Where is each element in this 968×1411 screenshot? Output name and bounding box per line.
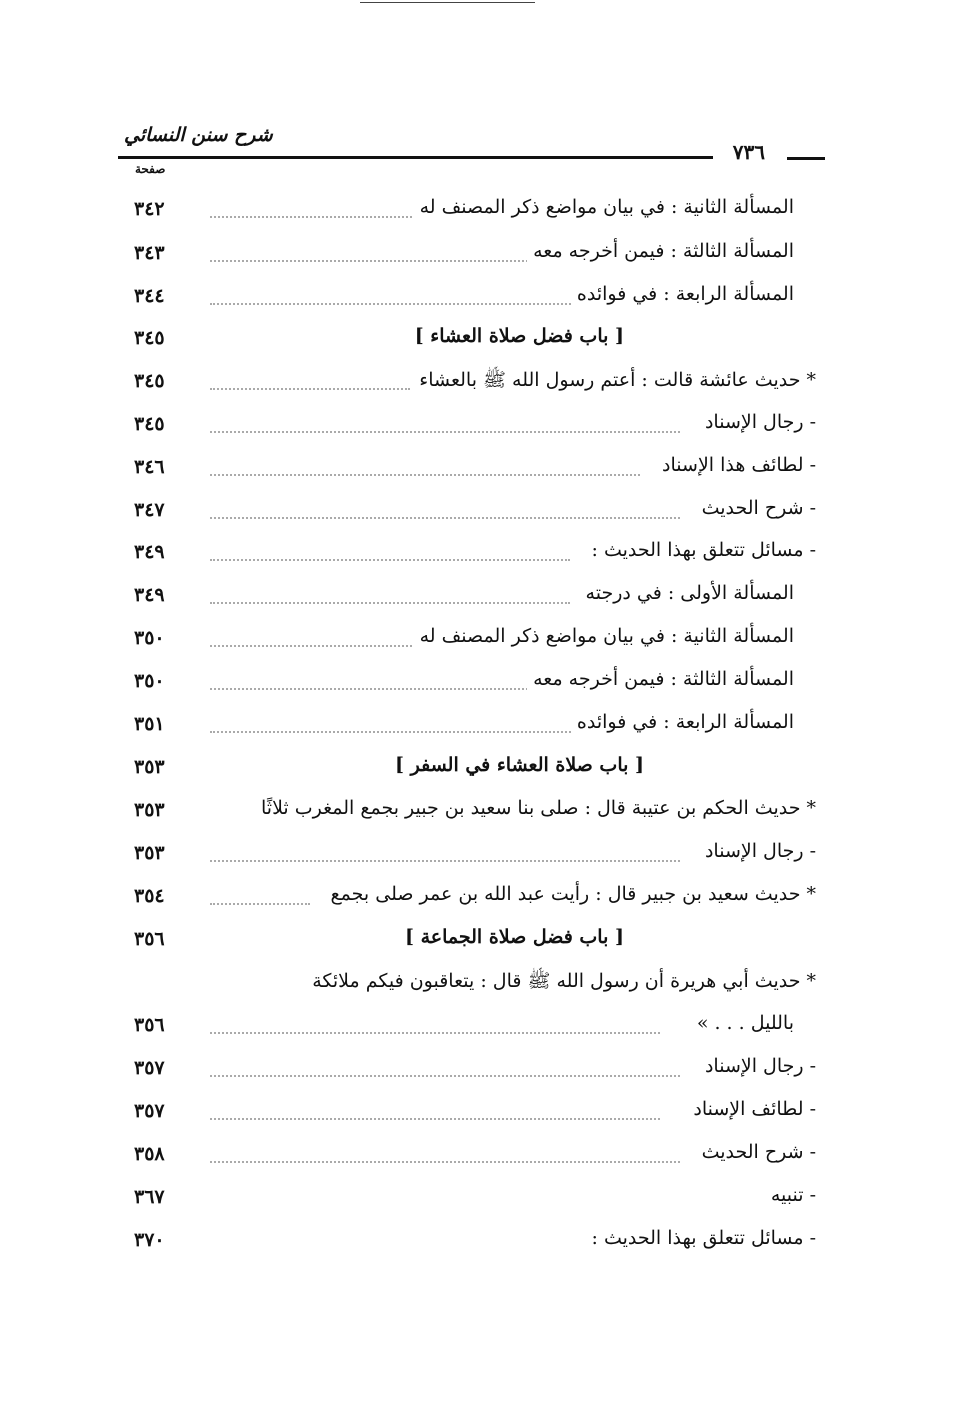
dot-leader	[210, 860, 680, 862]
toc-page: ٣٤٩	[134, 584, 165, 606]
dot-leader	[210, 903, 310, 905]
toc-text: [ باب فضل صلاة العشاء ]	[409, 325, 630, 347]
toc-page: ٣٤٦	[134, 456, 165, 478]
dot-leader	[210, 1118, 660, 1120]
toc-text: - تنبيه	[765, 1184, 822, 1206]
toc-entry	[120, 1008, 830, 1048]
toc-page: ٣٤٣	[134, 242, 165, 264]
toc-entry	[120, 879, 830, 919]
toc-page: ٣٤٢	[134, 198, 165, 220]
toc-section-heading	[120, 750, 830, 790]
toc-page: ٣٥٣	[134, 799, 165, 821]
toc-text: - رجال الإسناد	[699, 411, 822, 433]
toc-entry	[120, 793, 830, 833]
toc-text: المسألة الثانية : في بيان مواضع ذكر المصنف له	[414, 625, 800, 647]
toc-text: - لطائف الإسناد	[687, 1098, 822, 1120]
toc-page: ٣٥٠	[134, 670, 165, 692]
toc-entry	[120, 578, 830, 618]
toc-section-heading	[120, 922, 830, 962]
toc-text: - شرح الحديث	[696, 1141, 822, 1163]
toc-text: المسألة الثالثة : فيمن أخرجه معه	[527, 668, 800, 690]
toc-page: ٣٥١	[134, 713, 165, 735]
toc-page: ٣٤٩	[134, 541, 165, 563]
toc-page: ٣٧٠	[134, 1229, 165, 1251]
dot-leader	[210, 1032, 660, 1034]
toc-page: ٣٥٦	[134, 928, 165, 950]
dot-leader	[210, 602, 570, 604]
toc-entry	[120, 407, 830, 447]
toc-text: المسألة الثالثة : فيمن أخرجه معه	[527, 240, 800, 262]
toc-entry	[120, 836, 830, 876]
toc-page: ٣٦٧	[134, 1186, 165, 1208]
toc-text: المسألة الثانية : في بيان مواضع ذكر المصنف له	[414, 196, 800, 218]
dot-leader	[210, 260, 560, 262]
dot-leader	[210, 431, 680, 433]
page-number: ٧٣٦	[732, 140, 765, 164]
toc-text: - شرح الحديث	[696, 497, 822, 519]
dot-leader	[210, 559, 570, 561]
toc-page: ٣٥٣	[134, 756, 165, 778]
toc-entry	[120, 1051, 830, 1091]
toc-text: [ باب فضل صلاة الجماعة ]	[399, 926, 630, 948]
toc-entry	[120, 192, 830, 232]
toc-text: المسألة الرابعة : في فوائده	[571, 711, 800, 733]
toc-text: [ باب صلاة العشاء في السفر ]	[389, 754, 650, 776]
toc-entry	[120, 965, 830, 1005]
toc-entry	[120, 450, 830, 490]
toc-page: ٣٥٠	[134, 627, 165, 649]
toc-entry	[120, 279, 830, 319]
toc-text: - رجال الإسناد	[699, 840, 822, 862]
toc-page: ٣٥٦	[134, 1014, 165, 1036]
toc-entry	[120, 1223, 830, 1263]
book-title: شرح سنن النسائي	[124, 124, 273, 146]
dot-leader	[210, 474, 640, 476]
toc-text: المسألة الرابعة : في فوائده	[571, 283, 800, 305]
toc-text: - مسائل تتعلق بهذا الحديث :	[586, 539, 822, 561]
dot-leader	[210, 731, 610, 733]
toc-page: ٣٥٧	[134, 1057, 165, 1079]
toc-text: - لطائف هذا الإسناد	[656, 454, 822, 476]
toc-page: ٣٤٥	[134, 370, 165, 392]
toc-page: ٣٤٥	[134, 413, 165, 435]
toc-page: ٣٥٧	[134, 1100, 165, 1122]
toc-entry	[120, 493, 830, 533]
toc-page: ٣٥٨	[134, 1143, 165, 1165]
toc-text: - رجال الإسناد	[699, 1055, 822, 1077]
toc-text: * حديث أبي هريرة أن رسول الله ﷺ قال : يتعاقبون فيكم ملائكة	[306, 969, 822, 997]
toc-entry	[120, 364, 830, 404]
dot-leader	[210, 688, 560, 690]
header-dash	[787, 157, 825, 160]
dot-leader	[210, 1161, 680, 1163]
toc-section-heading	[120, 321, 830, 361]
toc-page: ٣٤٧	[134, 499, 165, 521]
toc-page: ٣٥٤	[134, 885, 165, 907]
toc-text: بالليل . . . »	[691, 1012, 800, 1034]
toc-entry	[120, 621, 830, 661]
toc-entry	[120, 1180, 830, 1220]
toc-entry	[120, 707, 830, 747]
toc-entry	[120, 535, 830, 575]
toc-text: * حديث سعيد بن جبير قال : رأيت عبد الله بن عمر صلى بجمع	[325, 883, 822, 905]
toc-text: المسألة الأولى : في درجته	[580, 582, 800, 604]
dot-leader	[210, 388, 410, 390]
page-column-label: صفحة	[135, 162, 166, 176]
header-rule	[118, 156, 713, 159]
dot-leader	[210, 517, 680, 519]
toc-page: ٣٤٥	[134, 327, 165, 349]
toc-entry	[120, 236, 830, 276]
running-header	[110, 120, 825, 176]
dot-leader	[210, 1075, 680, 1077]
toc-entry	[120, 664, 830, 704]
toc-text: - مسائل تتعلق بهذا الحديث :	[586, 1227, 822, 1249]
toc-entry	[120, 1137, 830, 1177]
top-rule	[360, 2, 535, 3]
dot-leader	[210, 303, 610, 305]
toc-page: ٣٤٤	[134, 285, 165, 307]
toc-entry	[120, 1094, 830, 1134]
toc-text: * حديث الحكم بن عتيبة قال : صلى بنا سعيد بن جبير بجمع المغرب ثلاثًا	[255, 797, 822, 819]
toc-page: ٣٥٣	[134, 842, 165, 864]
toc-text: * حديث عائشة قالت : أعتم رسول الله ﷺ بالعشاء	[413, 368, 822, 396]
